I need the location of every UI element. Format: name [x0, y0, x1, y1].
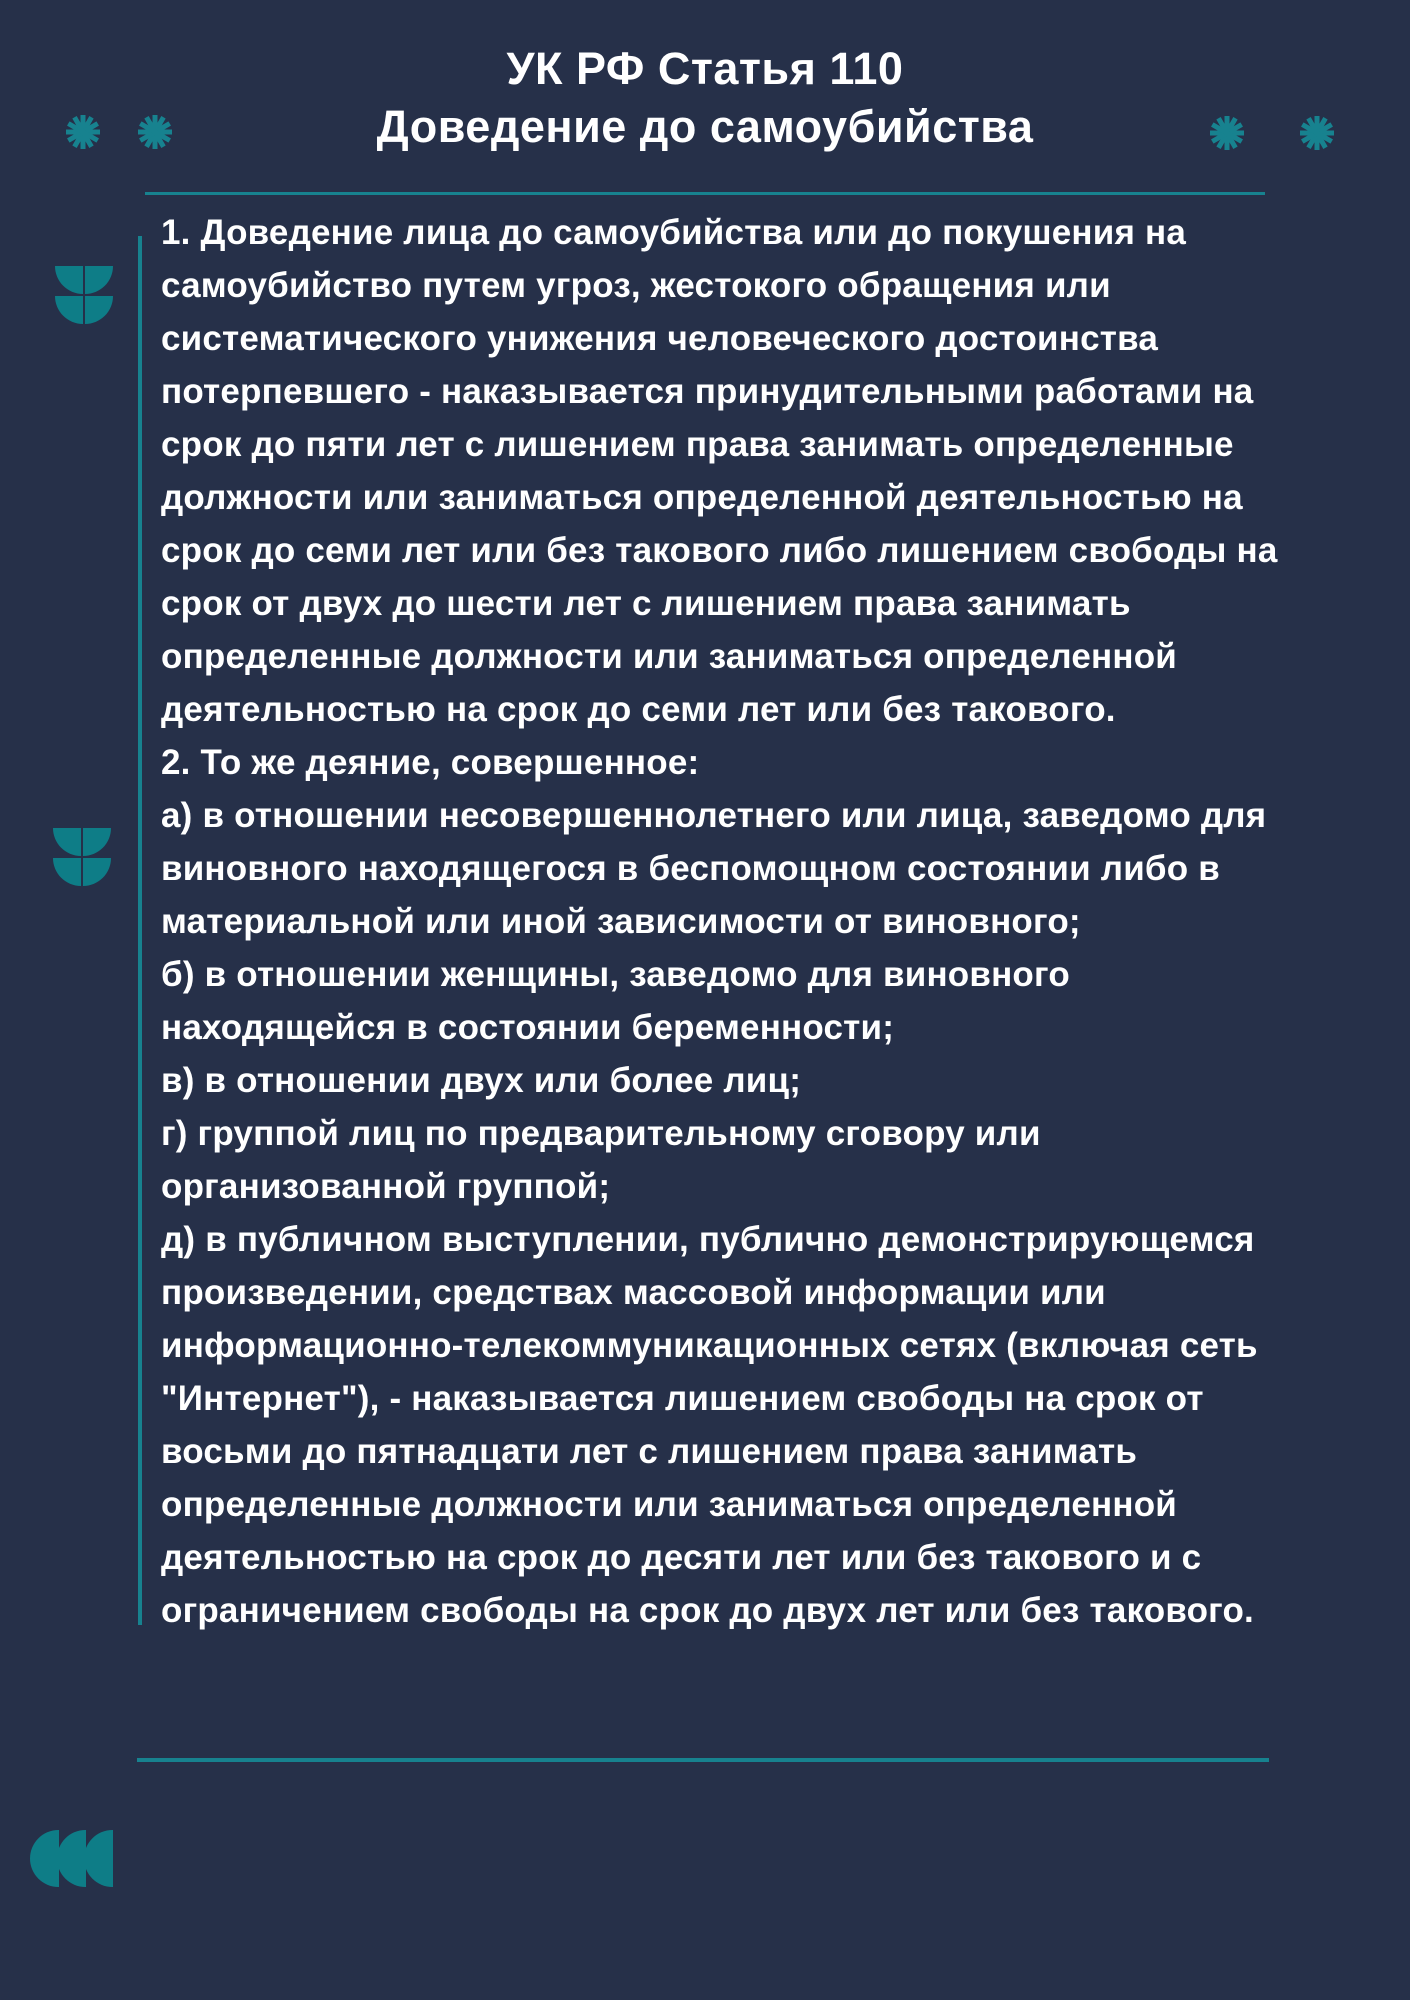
quote-icon-petal: [55, 266, 83, 294]
starburst-icon: [65, 114, 101, 150]
quote-icon-petal: [53, 858, 81, 886]
triple-chevron-left-icon: [30, 1830, 114, 1887]
paragraph2-item-g: г) группой лиц по предварительному сговору или организованной группой;: [161, 1114, 1041, 1206]
starburst-icon: [137, 114, 173, 150]
starburst-icon: [1209, 115, 1245, 151]
starburst-icon: [1299, 115, 1335, 151]
paragraph2-item-d: д) в публичном выступлении, публично демонстрирующемся произведении, средствах массовой информации или информационно-телекоммуникационных сетях (включая сеть "Интернет"), - наказывается лишением свободы на срок от восьми до пятнадцати лет с лишением права занимать определенные должности или заниматься определенной деятельностью на срок до десяти лет или без такового и с ограничением свободы на срок до двух лет или без такового.: [161, 1220, 1258, 1630]
chevron-half-disc: [84, 1830, 113, 1887]
header: [0, 40, 1410, 195]
paragraph2-item-b: б) в отношении женщины, заведомо для виновного находящейся в состоянии беременности;: [161, 955, 1070, 1047]
chevron-half-disc: [30, 1830, 59, 1887]
article-text: [161, 206, 1313, 1637]
paragraph2-item-v: в) в отношении двух или более лиц;: [161, 1061, 802, 1100]
quote-icon-petal: [53, 828, 81, 856]
page-title-line1: УК РФ Статья 110: [506, 43, 904, 94]
quote-icon-petal: [85, 296, 113, 324]
page-title-line2: Доведение до самоубийства: [376, 101, 1034, 152]
quote-icon-petal: [55, 296, 83, 324]
quote-icon-petal: [85, 266, 113, 294]
quote-icon: [55, 266, 113, 324]
article-paragraph-1: 1. Доведение лица до самоубийства или до покушения на самоубийство путем угроз, жестокого обращения или систематического унижения человеческого достоинства потерпевшего - наказывается принудительными работами на срок до пяти лет с лишением права занимать определенные должности или заниматься определенной деятельностью на срок до семи лет или без такового либо лишением свободы на срок от двух до шести лет с лишением права занимать определенные должности или заниматься определенной деятельностью на срок до семи лет или без такового.: [161, 213, 1278, 729]
quote-icon: [53, 828, 111, 886]
footer-rule: [137, 1758, 1269, 1762]
paragraph2-item-a: а) в отношении несовершеннолетнего или лица, заведомо для виновного находящегося в беспомощном состоянии либо в материальной или иной зависимости от виновного;: [161, 796, 1267, 941]
title-underline: [145, 192, 1265, 195]
text-left-accent-rule: [138, 236, 142, 1625]
article-paragraph-2: [161, 736, 1313, 1637]
paragraph2-intro: 2. То же деяние, совершенное:: [161, 743, 700, 782]
quote-icon-petal: [83, 828, 111, 856]
chevron-half-disc: [57, 1830, 86, 1887]
quote-icon-petal: [83, 858, 111, 886]
